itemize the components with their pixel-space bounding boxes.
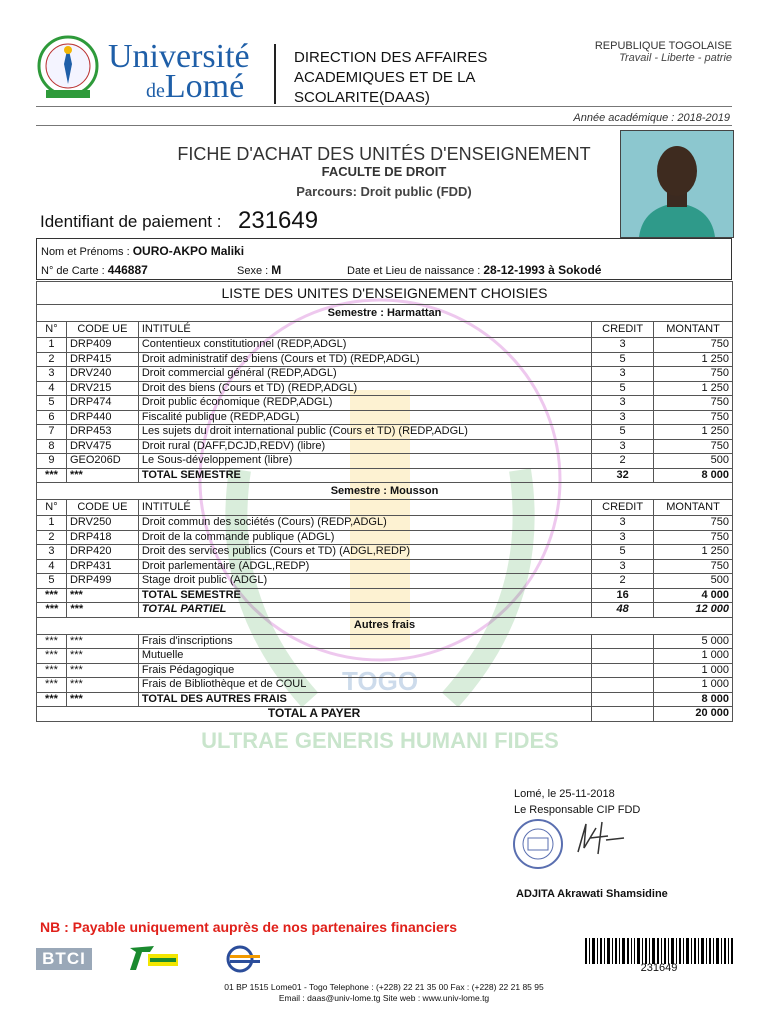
table-row (37, 396, 733, 411)
cell-amount: 1 000 (654, 678, 733, 693)
table-row (37, 410, 733, 425)
header-amount: MONTANT (654, 500, 733, 516)
cell-code: *** (66, 468, 138, 483)
cell-credit: 3 (592, 530, 654, 545)
daas-title: DIRECTION DES AFFAIRES ACADEMIQUES ET DE LA SCOLARITE(DAAS) (294, 49, 488, 106)
faculty-name: FACULTE DE DROIT (321, 164, 447, 179)
semester-total-row (37, 468, 733, 483)
cell-number: *** (37, 468, 67, 483)
header-number: N° (37, 322, 67, 338)
fee-row (37, 678, 733, 693)
cell-credit (592, 634, 654, 649)
cell-code: *** (66, 678, 138, 693)
semester-harmattan-row (37, 305, 733, 322)
cell-amount: 5 000 (654, 634, 733, 649)
cell-amount: 750 (654, 516, 733, 531)
cell-number: *** (37, 663, 67, 678)
cell-credit (592, 663, 654, 678)
cell-code: DRP453 (66, 425, 138, 440)
cell-title: Fiscalité publique (REDP,ADGL) (138, 410, 591, 425)
document-title: FICHE D'ACHAT DES UNITÉS D'ENSEIGNEMENT (177, 144, 591, 164)
cell-amount: 1 250 (654, 425, 733, 440)
header-divider (274, 44, 276, 104)
cell-code: DRP418 (66, 530, 138, 545)
signatory-name: ADJITA Akrawati Shamsidine (516, 888, 668, 900)
cell-credit (592, 692, 654, 707)
cell-number: 5 (37, 396, 67, 411)
cell-code: GEO206D (66, 454, 138, 469)
cell-code: DRP431 (66, 559, 138, 574)
fees-total-row (37, 692, 733, 707)
cell-title: Droit des biens (Cours et TD) (REDP,ADGL) (138, 381, 591, 396)
cell-number: 6 (37, 410, 67, 425)
cell-title: TOTAL DES AUTRES FRAIS (138, 692, 591, 707)
table-header-row (37, 500, 733, 516)
cell-title: Droit administratif des biens (Cours et TD) (REDP,ADGL) (138, 352, 591, 367)
cell-title: TOTAL PARTIEL (138, 603, 591, 618)
table-row (37, 545, 733, 560)
cell-amount: 8 000 (654, 692, 733, 707)
other-fees-row (37, 617, 733, 634)
cell-number: *** (37, 692, 67, 707)
grand-total-label: TOTAL A PAYER (37, 707, 592, 722)
barcode-number: 231649 (640, 962, 678, 974)
university-name-line1: Université (108, 38, 250, 75)
header-title: INTITULÉ (138, 500, 591, 516)
cell-amount: 500 (654, 454, 733, 469)
cell-title: Contentieux constitutionnel (REDP,ADGL) (138, 338, 591, 353)
cell-credit: 32 (592, 468, 654, 483)
cell-amount: 750 (654, 530, 733, 545)
table-title-row (37, 282, 733, 305)
signature (572, 818, 632, 858)
cell-title: Frais d'inscriptions (138, 634, 591, 649)
cell-credit: 2 (592, 574, 654, 589)
university-name-line2: Lomé (164, 68, 245, 105)
cell-number: *** (37, 588, 67, 603)
cell-code: *** (66, 663, 138, 678)
cell-code: DRV240 (66, 367, 138, 382)
student-name: OURO-AKPO Maliki (132, 244, 245, 258)
header-rule-2 (36, 125, 732, 126)
table-row (37, 559, 733, 574)
republic-block (595, 40, 732, 64)
birth-label: Date et Lieu de naissance : (347, 265, 481, 277)
cell-code: DRP415 (66, 352, 138, 367)
table-row (37, 352, 733, 367)
cell-number: *** (37, 603, 67, 618)
grand-total-empty (592, 707, 654, 722)
parcours: Parcours: Droit public (FDD) (296, 184, 472, 199)
cell-number: *** (37, 634, 67, 649)
payment-note: NB : Payable uniquement auprès de nos partenaires financiers (40, 919, 458, 935)
cell-code: DRP409 (66, 338, 138, 353)
place-date: Lomé, le 25-11-2018 (514, 788, 615, 800)
cell-amount: 8 000 (654, 468, 733, 483)
cell-amount: 1 250 (654, 545, 733, 560)
student-info-box (36, 238, 732, 280)
student-photo (620, 130, 734, 238)
table-row (37, 530, 733, 545)
cell-title: TOTAL SEMESTRE (138, 468, 591, 483)
partial-total-row (37, 603, 733, 618)
university-name-de: de (146, 80, 165, 102)
ue-table (36, 281, 733, 722)
cell-number: 2 (37, 352, 67, 367)
cell-amount: 4 000 (654, 588, 733, 603)
cell-code: *** (66, 692, 138, 707)
cell-amount: 750 (654, 338, 733, 353)
official-stamp (512, 818, 564, 870)
cell-number: 2 (37, 530, 67, 545)
watermark-motto: ULTRAE GENERIS HUMANI FIDES (201, 728, 559, 753)
table-row (37, 439, 733, 454)
grand-total-row (37, 707, 733, 722)
cell-credit (592, 649, 654, 664)
cell-credit: 16 (592, 588, 654, 603)
cell-amount: 750 (654, 439, 733, 454)
signature-block (514, 786, 640, 818)
cell-number: 1 (37, 516, 67, 531)
republic-motto: Travail - Liberte - patrie (619, 52, 732, 64)
header-title: INTITULÉ (138, 322, 591, 338)
cell-amount: 750 (654, 559, 733, 574)
cell-amount: 750 (654, 410, 733, 425)
table-row (37, 425, 733, 440)
cell-credit: 3 (592, 338, 654, 353)
semester-harmattan-row-cell: Semestre : Harmattan (37, 305, 733, 322)
cell-credit: 48 (592, 603, 654, 618)
cell-code: DRP474 (66, 396, 138, 411)
barcode (585, 938, 733, 964)
cell-code: *** (66, 588, 138, 603)
cell-number: 3 (37, 367, 67, 382)
cell-amount: 1 250 (654, 381, 733, 396)
tmoney-logo (128, 944, 180, 972)
cell-code: DRP440 (66, 410, 138, 425)
cell-credit: 2 (592, 454, 654, 469)
cell-title: Frais de Bibliothèque et de COUL (138, 678, 591, 693)
card-label: N° de Carte : (41, 265, 105, 277)
republic-name: REPUBLIQUE TOGOLAISE (594, 40, 732, 52)
cell-title: Droit commercial général (REDP,ADGL) (138, 367, 591, 382)
semester-total-row (37, 588, 733, 603)
contact-line: Email : daas@univ-lome.tg Site web : www.univ-lome.tg (278, 993, 490, 1003)
table-title-row-cell: LISTE DES UNITES D'ENSEIGNEMENT CHOISIES (37, 282, 733, 305)
grand-total-value: 20 000 (654, 707, 733, 722)
address-line: 01 BP 1515 Lome01 - Togo Telephone : (+228) 22 21 35 00 Fax : (+228) 22 21 85 95 (224, 982, 544, 992)
cell-title: Droit parlementaire (ADGL,REDP) (138, 559, 591, 574)
birth-value: 28-12-1993 à Sokodé (483, 263, 602, 277)
other-fees-row-cell: Autres frais (37, 617, 733, 634)
cell-title: Droit commun des sociétés (Cours) (REDP,ADGL) (138, 516, 591, 531)
footer-address (36, 982, 732, 1004)
cell-number: *** (37, 678, 67, 693)
cell-number: 9 (37, 454, 67, 469)
semester-mousson-row (37, 483, 733, 500)
name-label: Nom et Prénoms : (41, 246, 130, 258)
cell-code: *** (66, 634, 138, 649)
academic-year: Année académique : 2018-2019 (573, 112, 730, 124)
watermark-togo: TOGO (341, 666, 419, 696)
card-number: 446887 (107, 263, 148, 277)
cell-title: Droit public économique (REDP,ADGL) (138, 396, 591, 411)
university-name (108, 38, 250, 106)
cell-title: Mutuelle (138, 649, 591, 664)
header-number: N° (37, 500, 67, 516)
cell-amount: 1 000 (654, 649, 733, 664)
responsable-title: Le Responsable CIP FDD (514, 804, 641, 816)
cell-number: 4 (37, 559, 67, 574)
cell-credit: 3 (592, 516, 654, 531)
cell-title: Le Sous-développement (libre) (138, 454, 591, 469)
cell-number: *** (37, 649, 67, 664)
cell-number: 3 (37, 545, 67, 560)
university-seal-logo (36, 34, 100, 102)
cell-credit: 3 (592, 396, 654, 411)
cell-code: *** (66, 603, 138, 618)
cell-credit: 3 (592, 410, 654, 425)
cell-title: Droit de la commande publique (ADGL) (138, 530, 591, 545)
payment-id-value: 231649 (238, 207, 319, 234)
cell-number: 8 (37, 439, 67, 454)
cell-credit: 5 (592, 425, 654, 440)
semester-mousson-row-cell: Semestre : Mousson (37, 483, 733, 500)
cell-number: 4 (37, 381, 67, 396)
cell-credit: 5 (592, 352, 654, 367)
cell-title: Droit rural (DAFF,DCJD,REDV) (libre) (138, 439, 591, 454)
cell-credit: 3 (592, 559, 654, 574)
payment-id-label: Identifiant de paiement : (40, 212, 222, 231)
fee-row (37, 663, 733, 678)
table-row (37, 381, 733, 396)
cell-amount: 500 (654, 574, 733, 589)
cell-code: DRP420 (66, 545, 138, 560)
cell-number: 1 (37, 338, 67, 353)
cell-amount: 750 (654, 367, 733, 382)
fee-row (37, 634, 733, 649)
table-row (37, 367, 733, 382)
table-row (37, 574, 733, 589)
table-header-row (37, 322, 733, 338)
header-code: CODE UE (66, 500, 138, 516)
table-row (37, 338, 733, 353)
header-credit: CREDIT (592, 500, 654, 516)
cell-credit: 5 (592, 381, 654, 396)
cell-amount: 1 000 (654, 663, 733, 678)
header-amount: MONTANT (654, 322, 733, 338)
cell-code: *** (66, 649, 138, 664)
sex-value: M (271, 263, 282, 277)
table-row (37, 454, 733, 469)
cell-amount: 750 (654, 396, 733, 411)
cell-amount: 12 000 (654, 603, 733, 618)
cell-credit: 3 (592, 367, 654, 382)
btci-logo: BTCI (36, 948, 92, 970)
cell-credit (592, 678, 654, 693)
cell-amount: 1 250 (654, 352, 733, 367)
ecobank-logo (222, 945, 264, 973)
header-rule (36, 106, 732, 107)
cell-credit: 3 (592, 439, 654, 454)
sex-label: Sexe : (237, 265, 269, 277)
cell-title: TOTAL SEMESTRE (138, 588, 591, 603)
cell-code: DRV250 (66, 516, 138, 531)
cell-title: Droit des services publics (Cours et TD) (ADGL,REDP) (138, 545, 591, 560)
fee-row (37, 649, 733, 664)
header-credit: CREDIT (592, 322, 654, 338)
cell-title: Frais Pédagogique (138, 663, 591, 678)
cell-title: Les sujets du droit international public (Cours et TD) (REDP,ADGL) (138, 425, 591, 440)
cell-code: DRV475 (66, 439, 138, 454)
header-code: CODE UE (66, 322, 138, 338)
cell-code: DRP499 (66, 574, 138, 589)
cell-credit: 5 (592, 545, 654, 560)
cell-number: 7 (37, 425, 67, 440)
table-row (37, 516, 733, 531)
cell-code: DRV215 (66, 381, 138, 396)
cell-title: Stage droit public (ADGL) (138, 574, 591, 589)
cell-number: 5 (37, 574, 67, 589)
